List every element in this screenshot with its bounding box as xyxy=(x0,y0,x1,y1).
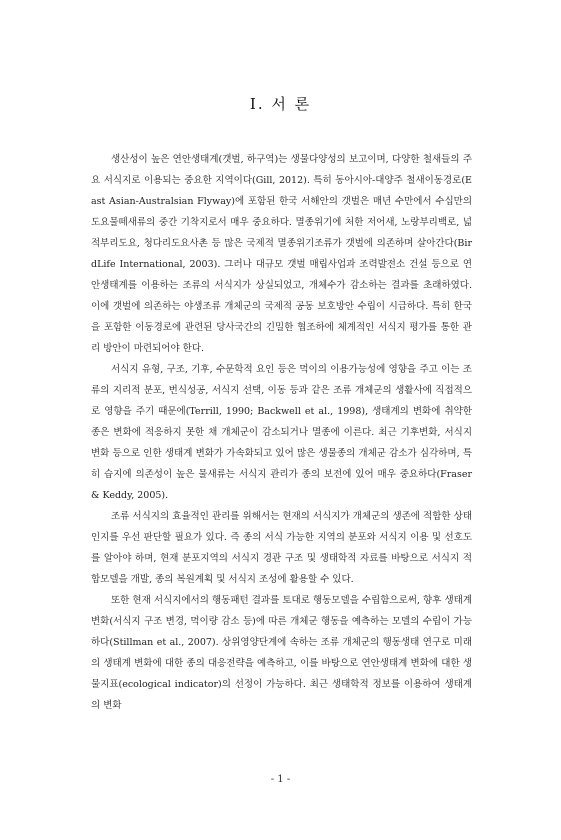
paragraph-1: 생산성이 높은 연안생태계(갯벌, 하구역)는 생물다양성의 보고이며, 다양한 철새들의 주요 서식지로 이용되는 중요한 지역이다(Gill, 2012). 특히 동아시아-대양주 철새이동경로(East Asian-Australsian Flyway)에 포함된 한국 서해안의 갯벌은 매년 수만에서 수십만의 도요물떼새류의 중간 기착지로서 매우 중요하다. 멸종위기에 처한 저어새, 노랑부리백로, 넓적부리도요, 청다리도요사촌 등 많은 국제적 멸종위기조류가 갯벌에 의존하며 살아간다(BirdLife International, 2003). 그러나 대규모 갯벌 매립사업과 조력발전소 건설 등으로 연안생태계를 이용하는 조류의 서식지가 상실되었고, 개체수가 감소하는 결과를 초래하였다. 이에 갯벌에 의존하는 야생조류 개체군의 국제적 공동 보호방안 수립이 시급하다. 특히 한국을 포함한 이동경로에 관련된 당사국간의 긴밀한 협조하에 체계적인 서식지 평가를 통한 관리 방안이 마련되어야 한다. xyxy=(91,154,472,354)
section-heading: Ⅰ. 서 론 xyxy=(249,95,312,113)
paragraph-2: 서식지 유형, 구조, 기후, 수문학적 요인 등은 먹이의 이용가능성에 영향을 주고 이는 조류의 지리적 분포, 번식성공, 서식지 선택, 이동 등과 같은 조류 개체군의 생활사에 직접적으로 영향을 주기 때문에(Terrill, 1990; Backwell et al., 1998), 생태계의 변화에 취약한 종은 변화에 적응하지 못한 채 개체군이 감소되거나 멸종에 이른다. 최근 기후변화, 서식지 변화 등으로 인한 생태계 변화가 가속화되고 있어 많은 생물종의 개체군 감소가 심각하며, 특히 습지에 의존성이 높은 물새류는 서식지 관리가 종의 보전에 있어 매우 중요하다(Fraser & Keddy, 2005). xyxy=(91,364,472,501)
paragraph-4: 또한 현재 서식지에서의 행동패턴 결과를 토대로 행동모델을 수립함으로써, 향후 생태계 변화(서식지 구조 변경, 먹이량 감소 등)에 따른 개체군 행동을 예측하는 모델의 수립이 가능하다(Stillman et al., 2007). 상위영양단계에 속하는 조류 개체군의 행동생태 연구로 미래의 생태계 변화에 대한 종의 대응전략을 예측하고, 이를 바탕으로 연안생태계 변화에 대한 생물지표(ecological indicator)의 선정이 가능하다. 최근 생태학적 정보를 이용하여 생태계의 변화 xyxy=(91,595,472,711)
paragraph-3: 조류 서식지의 효율적인 관리를 위해서는 현재의 서식지가 개체군의 생존에 적합한 상태인지를 우선 판단할 필요가 있다. 즉 종의 서식 가능한 지역의 분포와 서식지 이용 및 선호도를 알아야 하며, 현재 분포지역의 서식지 경관 구조 및 생태학적 자료를 바탕으로 서식지 적합모델을 개발, 종의 복원계획 및 서식지 조성에 활용할 수 있다. xyxy=(91,511,472,585)
page-number: - 1 - xyxy=(270,774,291,785)
body-text xyxy=(91,149,472,716)
